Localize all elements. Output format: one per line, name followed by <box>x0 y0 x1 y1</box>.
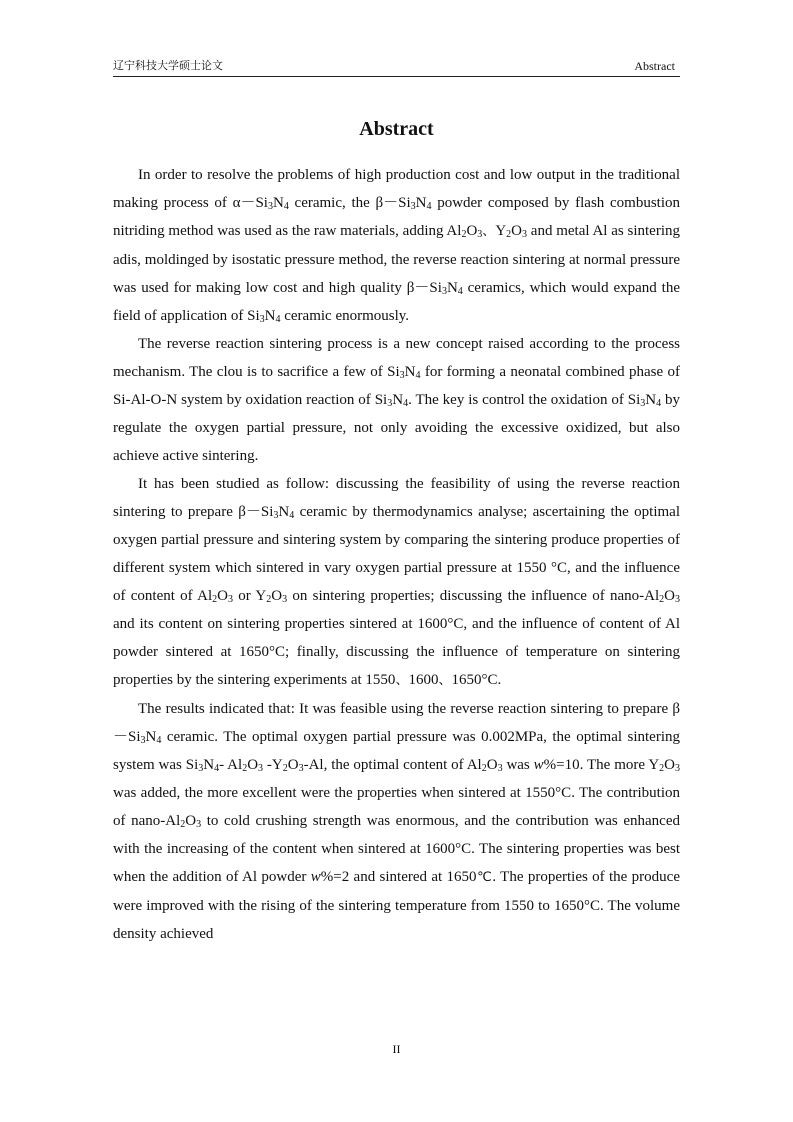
abstract-paragraph: The results indicated that: It was feasible using the reverse reaction sintering to prepare $\beta-Si_3N_4$ ceramic. The optimal oxygen partial pressure was 0.002MPa, the optimal sintering system was $Si_3N_4-$ $Al_2O_3$ $-Y_2O_3-Al$, the optimal content of $Al_2O_3$ was w%=10. The more $Y_2O_3$ was added, the more excellent were the properties when sintered at 1550°C. The contribution of nano-$Al_2O_3$ to cold crushing strength was enormous, and the contribution was enhanced with the increasing of the content when sintered at 1600°C. The sintering properties was best when the addition of Al powder w%=2 and sintered at 1650℃. The properties of the produce were improved with the rising of the sintering temperature from 1550 to 1650°C. The volume density achieved <box>113 701 681 942</box>
abstract-paragraph: The reverse reaction sintering process is a new concept raised according to the process mechanism. The clou is to sacrifice a few of $Si_3N_4$ for forming a neonatal combined phase of Si-Al-O-N system by oxidation reaction of $Si_3N_4$. The key is control the oxidation of $Si_3N_4$ by regulate the oxygen partial pressure, not only avoiding the excessive oxidized, but also achieve active sintering. <box>113 336 681 464</box>
abstract-paragraph: In order to resolve the problems of high production cost and low output in the traditional making process of $\alpha-Si_3N_4$ ceramic, the $\beta-Si_3N_4$ powder composed by flash combustion nitriding method was used as the raw materials, adding $Al_2O_3$、$Y_2O_3$ and metal Al as sintering adis, moldinged by isostatic pressure method, the reverse reaction sintering at normal pressure was used for making low cost and high quality $\beta-Si_3N_4$ ceramics, which would expand the field of application of $Si_3N_4$ ceramic enormously. <box>113 167 680 325</box>
header-thesis-title: 辽宁科技大学硕士论文 <box>113 59 223 72</box>
header-section-name: Abstract <box>634 59 675 73</box>
abstract-title: Abstract <box>359 118 434 140</box>
page-header <box>113 58 680 77</box>
page-number: II <box>392 1042 401 1056</box>
abstract-paragraph: It has been studied as follow: discussing the feasibility of using the reverse reaction sintering to prepare $\beta-Si_3N_4$ ceramic by thermodynamics analyse; ascertaining the optimal oxygen partial pressure and sintering system by comparing the sintering produce properties of different system which sintered in vary oxygen partial pressure at 1550 °C, and the influence of content of $Al_2O_3$ or $Y_2O_3$ on sintering properties; discussing the influence of nano-$Al_2O_3$ and its content on sintering properties sintered at 1600°C, and the influence of content of Al powder sintered at 1650°C; finally, discussing the influence of temperature on sintering properties by the sintering experiments at 1550、1600、1650°C. <box>113 476 681 688</box>
abstract-body <box>113 161 680 948</box>
